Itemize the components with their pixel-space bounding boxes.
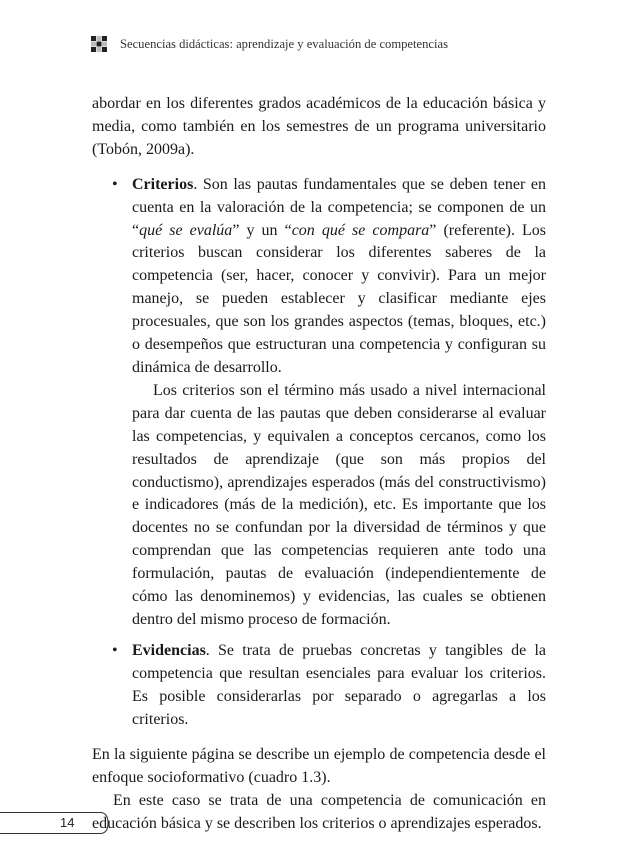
closing-paragraph-2: En este caso se trata de una competencia de comunicación en educación básica y se describen los criterios o aprendizajes esperados. xyxy=(92,792,546,833)
intro-paragraph: abordar en los diferentes grados académicos de la educación básica y media, como también en los semestres de un programa universitario (Tobón, 2009a). xyxy=(92,95,546,158)
checker-logo-icon xyxy=(91,36,107,52)
page-number-tab xyxy=(0,812,110,834)
bullet-criterios xyxy=(92,174,546,632)
running-title: Secuencias didácticas: aprendizaje y evaluación de competencias xyxy=(120,37,448,51)
closing-paragraph-1: En la siguiente página se describe un ejemplo de competencia desde el enfoque socioformativo (cuadro 1.3). xyxy=(92,746,546,787)
italic-con-que-se-compara: con qué se compara xyxy=(291,221,430,239)
evidencias-term: Evidencias xyxy=(132,641,206,659)
bullet-dot: • xyxy=(112,641,118,659)
page-body xyxy=(92,93,546,836)
criterios-second-paragraph: Los criterios son el término más usado a nivel internacional para dar cuenta de las pautas que deben considerarse al evaluar las competencias, y equivalen a conceptos cercanos, como los resultados de aprendizaje (que son más propios del conductismo), aprendizajes esperados (más del constructivismo) e indicadores (más de la medición), etc. Es importante que los docentes no se confundan por la diversidad de términos y que comprendan que las competencias requieren ante todo una formulación, pautas de evaluación (independientemente de cómo las denominemos) y evidencias, las cuales se obtienen dentro del mismo proceso de formación. xyxy=(132,381,546,628)
bullet-evidencias xyxy=(92,640,546,732)
page-number: 14 xyxy=(60,815,75,830)
criterios-paragraph: Criterios. Son las pautas fundamentales que se deben tener en cuenta en la valoración de la competencia; se componen de un “qué se evalúa” y un “con qué se compara” (referente). Los criterios buscan considerar los diferentes saberes de la competencia (ser, hacer, conocer y convivir). Para un mejor manejo, se pueden establecer y clasificar mediante ejes procesuales, que son los grandes aspectos (temas, bloques, etc.) o desempeños que estructuran una competencia y configuran su dinámica de desarrollo. xyxy=(132,175,547,376)
italic-que-se-evalua: qué se evalúa xyxy=(139,221,233,239)
page-tab-shape xyxy=(0,812,110,834)
evidencias-paragraph: Evidencias. Se trata de pruebas concretas y tangibles de la competencia que resultan esenciales para evaluar los criterios. Es posible considerarlas por separado o agregarlas a los criterios. xyxy=(132,641,546,728)
bullet-dot: • xyxy=(112,175,118,193)
criterios-term: Criterios xyxy=(132,175,194,193)
